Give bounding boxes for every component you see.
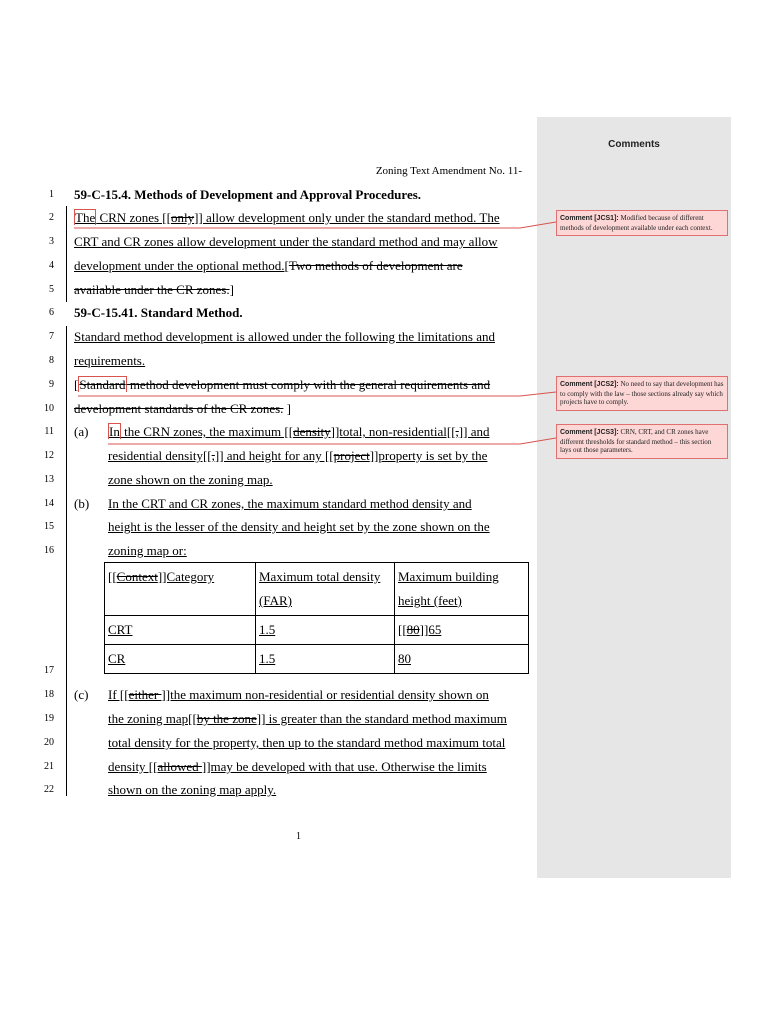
- line-text: [108, 492, 472, 516]
- list-label: (a): [74, 424, 89, 439]
- line-number: 1: [49, 189, 54, 200]
- text-run: ]] is greater than the standard method maximum: [256, 711, 507, 726]
- line-number: 21: [44, 761, 54, 772]
- line-number: 14: [44, 498, 54, 509]
- text-run: development standards of the CR zones.: [74, 401, 284, 416]
- text-run: In: [109, 424, 120, 439]
- text-line: [0, 397, 530, 421]
- line-text: [74, 373, 490, 397]
- line-number: 2: [49, 212, 54, 223]
- line-text: [74, 206, 500, 230]
- line-number: 8: [49, 355, 54, 366]
- line-number: 17: [44, 665, 54, 676]
- line-number: 13: [44, 474, 54, 485]
- line-text: [108, 683, 489, 707]
- line-number: 5: [49, 284, 54, 295]
- text-run: total density for the property, then up to the standard method maximum total: [108, 735, 506, 750]
- text-line: [0, 539, 530, 563]
- table-cell: [256, 645, 395, 674]
- line-number: 11: [44, 426, 54, 437]
- comment-jcs1[interactable]: [556, 210, 728, 236]
- line-text: [74, 254, 463, 278]
- text-line: [0, 492, 530, 516]
- text-run: ]] allow development only under the standard method. The: [194, 210, 500, 225]
- text-run: ,: [455, 424, 459, 439]
- text-run: allowed: [157, 759, 202, 774]
- comment-label: Comment [JCS1]:: [560, 215, 619, 222]
- line-text: [108, 755, 487, 779]
- cell-text: Maximum building height (feet): [398, 569, 499, 608]
- cell-text: 1.5: [259, 622, 276, 637]
- table-header-row: [105, 563, 529, 616]
- line-text: [108, 731, 505, 755]
- cell-text: ]]65: [419, 622, 442, 637]
- text-run: height is the lesser of the density and height set by the zone shown on the: [108, 519, 490, 534]
- line-number: 18: [44, 689, 54, 700]
- comment-text: Modified because of different methods of development available under each context.: [560, 214, 713, 232]
- text-run: ]]total, non-residential[[: [330, 424, 456, 439]
- line-number: 19: [44, 713, 54, 724]
- text-run: [: [74, 377, 79, 392]
- text-run: only: [170, 210, 195, 225]
- text-run: ]: [229, 282, 234, 297]
- line-text: [74, 230, 498, 254]
- text-line: [0, 373, 530, 397]
- line-text: [108, 468, 273, 492]
- text-run: either: [128, 687, 162, 702]
- text-run: density: [293, 424, 331, 439]
- line-text: [108, 539, 187, 563]
- text-run: Standard: [79, 377, 126, 392]
- line-text: [108, 707, 507, 731]
- line-text: [108, 420, 489, 444]
- text-line: [0, 325, 530, 349]
- cell-text: ]]Category: [157, 569, 215, 584]
- text-line: [0, 707, 530, 731]
- line-text: [74, 397, 291, 421]
- text-line: [0, 349, 530, 373]
- cell-text: Maximum total density (FAR): [259, 569, 381, 608]
- text-run: ]: [283, 401, 291, 416]
- table-row: [105, 645, 529, 674]
- comment-text: CRN, CRT, and CR zones have different thresholds for standard method – this section lays out those parameters.: [560, 428, 712, 454]
- text-run: the CRN zones, the maximum [[: [120, 424, 294, 439]
- text-line: [0, 420, 530, 444]
- text-run: 59-C-15.41. Standard Method.: [74, 305, 243, 320]
- text-line: [0, 230, 530, 254]
- comment-pane-title: Comments: [608, 139, 660, 150]
- line-number: 16: [44, 545, 54, 556]
- line-number: 3: [49, 236, 54, 247]
- table-cell: [256, 616, 395, 645]
- list-label: (b): [74, 496, 90, 511]
- cell-text: [[: [108, 569, 117, 584]
- line-number: 15: [44, 521, 54, 532]
- text-run: project: [333, 448, 370, 463]
- line-number: 4: [49, 260, 54, 271]
- line-text: [74, 349, 145, 373]
- text-run: available under the CR zones.: [74, 282, 230, 297]
- document-header: Zoning Text Amendment No. 11-: [375, 165, 522, 177]
- text-run: method development must comply with the general requirements and: [126, 377, 491, 392]
- cell-text: CRT: [108, 622, 133, 637]
- page-number: 1: [296, 831, 301, 842]
- text-run: ]]property is set by the: [369, 448, 488, 463]
- comment-jcs2[interactable]: [556, 376, 728, 411]
- line-number: 9: [49, 379, 54, 390]
- text-line: [0, 755, 530, 779]
- table-cell: [105, 645, 256, 674]
- text-line: [0, 254, 530, 278]
- text-run: zoning map or:: [108, 543, 187, 558]
- cell-text: 80: [398, 651, 411, 666]
- line-text: [74, 183, 421, 207]
- text-line: [0, 444, 530, 468]
- cell-text: CR: [108, 651, 126, 666]
- text-line: [0, 206, 530, 230]
- table-cell: [105, 563, 256, 616]
- text-run: by the zone: [196, 711, 257, 726]
- line-number: 10: [44, 403, 54, 414]
- line-number: 12: [44, 450, 54, 461]
- line-text: [74, 325, 495, 349]
- text-line: [0, 778, 530, 802]
- line-text: [108, 515, 490, 539]
- text-run: 59-C-15.4. Methods of Development and Approval Procedures.: [74, 187, 422, 202]
- text-run: Standard method development is allowed under the following the limitations and: [74, 329, 495, 344]
- text-run: requirements.: [74, 353, 146, 368]
- table-row: [105, 616, 529, 645]
- cell-text: [[: [398, 622, 407, 637]
- table-cell: [395, 645, 529, 674]
- text-run: [: [284, 258, 289, 273]
- text-line: [0, 731, 530, 755]
- table-cell: [395, 616, 529, 645]
- text-run: ]] and: [458, 424, 490, 439]
- text-run: zone shown on the zoning map.: [108, 472, 273, 487]
- text-run: ,: [211, 448, 215, 463]
- comment-jcs3[interactable]: [556, 424, 728, 459]
- text-run: CRN zones [[: [96, 210, 171, 225]
- standard-method-table: [104, 562, 529, 674]
- comment-label: Comment [JCS3]:: [560, 429, 619, 436]
- text-run: ]]may be developed with that use. Otherwise the limits: [201, 759, 487, 774]
- table-cell: [395, 563, 529, 616]
- text-run: Two methods of development are: [288, 258, 463, 273]
- text-run: If [[: [108, 687, 129, 702]
- text-line: [0, 301, 530, 325]
- text-line: [0, 278, 530, 302]
- line-text: [74, 301, 243, 325]
- line-number: 7: [49, 331, 54, 342]
- text-line: [0, 183, 530, 207]
- text-run: CRT and CR zones allow development under the standard method and may allow: [74, 234, 498, 249]
- text-run: The: [75, 210, 96, 225]
- line-text: [74, 278, 234, 302]
- text-run: In the CRT and CR zones, the maximum standard method density and: [108, 496, 472, 511]
- list-label: (c): [74, 687, 89, 702]
- line-number: 22: [44, 784, 54, 795]
- line-number: 6: [49, 307, 54, 318]
- comment-label: Comment [JCS2]:: [560, 381, 619, 388]
- text-line: [0, 683, 530, 707]
- text-run: ]] and height for any [[: [214, 448, 334, 463]
- comment-text: No need to say that development has to comply with the law – those sections already say which projects have to comply.: [560, 380, 724, 406]
- text-run: density [[: [108, 759, 158, 774]
- text-line: [0, 468, 530, 492]
- text-run: residential density[[: [108, 448, 212, 463]
- table-cell: [256, 563, 395, 616]
- line-text: [108, 778, 276, 802]
- cell-text: 1.5: [259, 651, 276, 666]
- text-run: development under the optional method.: [74, 258, 285, 273]
- table-cell: [105, 616, 256, 645]
- line-text: [108, 444, 487, 468]
- text-run: the zoning map[[: [108, 711, 197, 726]
- text-run: shown on the zoning map apply.: [108, 782, 277, 797]
- text-line: [0, 515, 530, 539]
- cell-text: Context: [116, 569, 158, 584]
- text-run: ]]the maximum non-residential or residential density shown on: [161, 687, 489, 702]
- line-number: 20: [44, 737, 54, 748]
- cell-text: 80: [406, 622, 420, 637]
